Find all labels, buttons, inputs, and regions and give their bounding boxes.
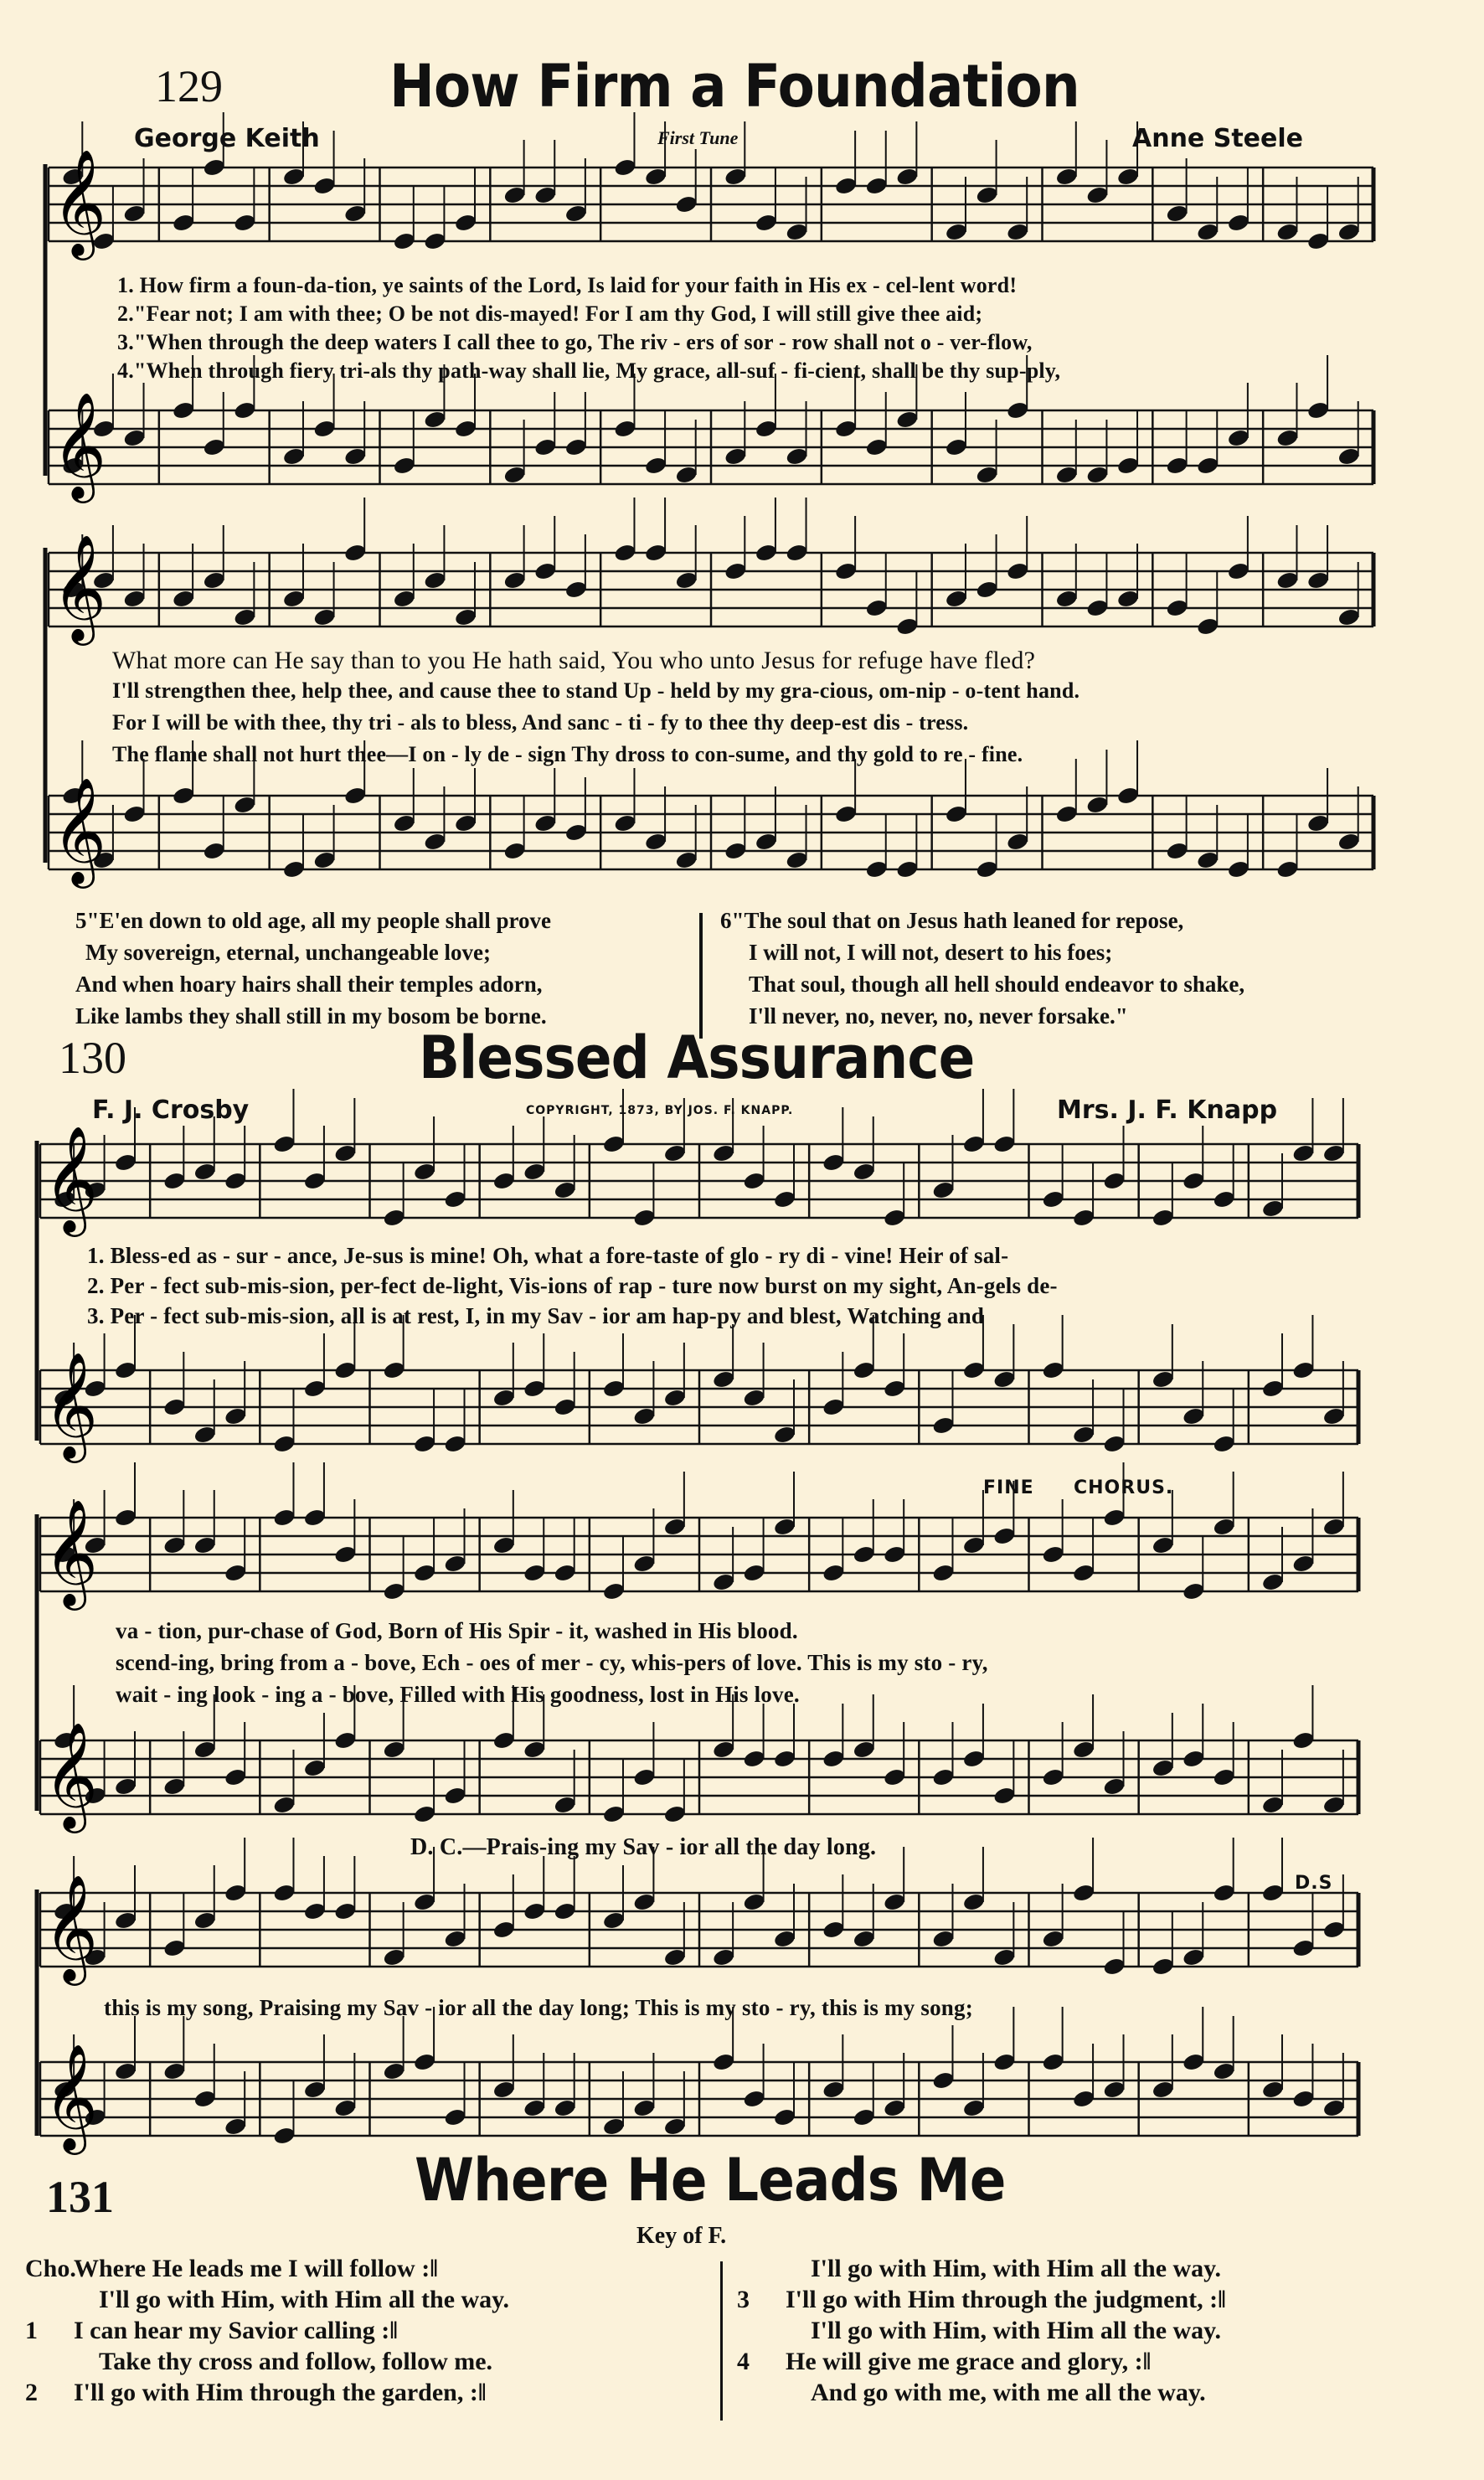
svg-text:𝄞: 𝄞 bbox=[52, 534, 107, 642]
fine-label: FINE bbox=[983, 1477, 1034, 1498]
verse-label bbox=[737, 2253, 786, 2284]
lyric-129-s2-l3: For I will be with thee, thy tri - als to bless, And sanc - ti - fy to thee thy deep-est dis - tress. bbox=[112, 710, 969, 735]
verse-text: Take thy cross and follow, follow me. bbox=[99, 2348, 493, 2375]
dc-line: D. C.—Prais-ing my Sav - ior all the day long. bbox=[410, 1834, 877, 1860]
verse-text: I can hear my Savior calling :‖ bbox=[74, 2317, 398, 2344]
composer-130: Mrs. J. F. Knapp bbox=[1057, 1096, 1278, 1125]
lyric-130-s2-l1: va - tion, pur-chase of God, Born of His Spir - it, washed in His blood. bbox=[116, 1618, 798, 1643]
verse-label: 1 bbox=[25, 2317, 38, 2344]
verse-6-line-3: That soul, though all hell should endeavor to shake, bbox=[749, 972, 1245, 997]
verse-text: I'll go with Him, with Him all the way. bbox=[99, 2286, 510, 2313]
verse-129-5 bbox=[75, 905, 551, 1032]
hymn-131-right-column bbox=[737, 2253, 1226, 2408]
column-divider bbox=[720, 2261, 723, 2421]
lyric-129-s1-l3: 3."When through the deep waters I call thee to go, The riv - ers of sor - row shall not o - ver-flow, bbox=[117, 330, 1033, 354]
lyric-129-s2-l1: What more can He say than to you He hath said, You who unto Jesus for refuge have fled? bbox=[112, 647, 1036, 674]
lyric-130-s2-l3: wait - ing look - ing a - bove, Filled with His goodness, lost in His love. bbox=[116, 1682, 800, 1707]
copyright-130: COPYRIGHT, 1873, BY JOS. F. KNAPP. bbox=[526, 1104, 794, 1117]
svg-text:𝄞: 𝄞 bbox=[44, 1498, 99, 1606]
svg-text:𝄞: 𝄞 bbox=[44, 1721, 99, 1829]
hymn-number-129: 129 bbox=[155, 61, 223, 111]
hymn-title-131: Where He Leads Me bbox=[415, 2146, 1006, 2214]
verse-label bbox=[25, 2346, 74, 2377]
composer-129: Anne Steele bbox=[1132, 124, 1303, 153]
verse-6-line-1: 6"The soul that on Jesus hath leaned for repose, bbox=[720, 908, 1184, 933]
right-column-line bbox=[737, 2253, 1226, 2284]
right-column-line bbox=[737, 2284, 1226, 2315]
lyric-129-s1-l1: 1. How firm a foun-da-tion, ye saints of the Lord, Is laid for your faith in His ex - cel-lent word! bbox=[117, 273, 1018, 297]
svg-text:𝄞: 𝄞 bbox=[44, 1125, 99, 1233]
verse-text: I'll go with Him, with Him all the way. bbox=[811, 2255, 1222, 2282]
hymn-title-130: Blessed Assurance bbox=[419, 1023, 975, 1092]
hymn-number-131: 131 bbox=[46, 2172, 114, 2222]
svg-text:𝄞: 𝄞 bbox=[52, 776, 107, 884]
chorus-label: CHORUS. bbox=[1074, 1477, 1174, 1498]
ds-label: D.S bbox=[1295, 1873, 1333, 1894]
svg-text:𝄞: 𝄞 bbox=[44, 1874, 99, 1982]
verse-5-line-1: 5"E'en down to old age, all my people shall prove bbox=[75, 908, 552, 933]
verse-5-line-4: Like lambs they shall still in my bosom be borne. bbox=[75, 1003, 547, 1029]
verse-129-6 bbox=[720, 905, 1244, 1032]
staff-130-3-bass bbox=[40, 2007, 1358, 2155]
verse-label: Cho. bbox=[25, 2255, 76, 2282]
svg-text:𝄞: 𝄞 bbox=[44, 1351, 99, 1459]
hymn-title-129: How Firm a Foundation bbox=[389, 52, 1080, 121]
svg-text:𝄞: 𝄞 bbox=[44, 2043, 99, 2151]
hymn-131-left-column bbox=[25, 2253, 509, 2408]
verse-text: I'll go with Him, with Him all the way. bbox=[811, 2317, 1222, 2344]
verse-label bbox=[737, 2315, 786, 2346]
hymn-number-130: 130 bbox=[59, 1033, 126, 1083]
svg-text:𝄞: 𝄞 bbox=[52, 391, 107, 499]
lyric-130-s1-l1: 1. Bless-ed as - sur - ance, Je-sus is mine! Oh, what a fore-taste of glo - ry di - vine! Heir of sal- bbox=[87, 1243, 1009, 1268]
tune-label-129: First Tune bbox=[657, 127, 739, 148]
staff-130-1-bass bbox=[40, 1315, 1358, 1463]
lyric-130-s1-l3: 3. Per - fect sub-mis-sion, all is at rest, I, in my Sav - ior am hap-py and blest, Watching and bbox=[87, 1303, 985, 1328]
staff-129-2-treble bbox=[49, 498, 1373, 646]
verse-5-line-3: And when hoary hairs shall their temples adorn, bbox=[75, 972, 543, 997]
verse-label bbox=[737, 2377, 786, 2408]
left-column-line bbox=[25, 2284, 509, 2315]
lyric-130-s3: this is my song, Praising my Sav - ior all the day long; This is my sto - ry, this is my song; bbox=[104, 1995, 973, 2020]
verse-label: 4 bbox=[737, 2348, 750, 2375]
left-column-line bbox=[25, 2377, 509, 2408]
lyric-129-s2-l2: I'll strengthen thee, help thee, and cause thee to stand Up - held by my gra-cious, om-nip - o-tent hand. bbox=[112, 678, 1080, 703]
verse-text: He will give me grace and glory, :‖ bbox=[786, 2348, 1152, 2375]
verse-text: I'll go with Him through the judgment, :‖ bbox=[786, 2286, 1226, 2313]
verse-divider bbox=[699, 913, 703, 1039]
author-130: F. J. Crosby bbox=[92, 1096, 250, 1125]
left-column-line bbox=[25, 2346, 509, 2377]
verse-label: 2 bbox=[25, 2379, 38, 2406]
verse-text: Where He leads me I will follow :‖ bbox=[74, 2255, 438, 2282]
lyric-129-s2-l4: The flame shall not hurt thee—I on - ly de - sign Thy dross to con-sume, and thy gold to re - fine. bbox=[112, 742, 1023, 766]
right-column-line bbox=[737, 2377, 1226, 2408]
verse-label: 3 bbox=[737, 2286, 750, 2313]
verse-6-line-4: I'll never, no, never, no, never forsake." bbox=[749, 1003, 1128, 1029]
author-129: George Keith bbox=[134, 124, 320, 153]
lyric-129-s1-l4: 4."When through fiery tri-als thy path-way shall lie, My grace, all-suf - fi-cient, shall be thy sup-ply, bbox=[117, 358, 1061, 383]
lyric-129-s1-l2: 2."Fear not; I am with thee; O be not dis-mayed! For I am thy God, I will still give thee aid; bbox=[117, 302, 983, 326]
key-label-131: Key of F. bbox=[636, 2223, 727, 2249]
lyric-130-s1-l2: 2. Per - fect sub-mis-sion, per-fect de-light, Vis-ions of rap - ture now burst on my sight, An-gels de- bbox=[87, 1273, 1058, 1298]
lyric-130-s2-l2: scend-ing, bring from a - bove, Ech - oes of mer - cy, whis-pers of love. This is my sto - ry, bbox=[116, 1650, 988, 1675]
svg-text:𝄞: 𝄞 bbox=[52, 148, 107, 256]
right-column-line bbox=[737, 2315, 1226, 2346]
right-column-line bbox=[737, 2346, 1226, 2377]
left-column-line bbox=[25, 2315, 509, 2346]
verse-6-line-2: I will not, I will not, desert to his foes; bbox=[749, 940, 1113, 965]
verse-label bbox=[25, 2284, 74, 2315]
verse-5-line-2: My sovereign, eternal, unchangeable love; bbox=[85, 940, 491, 965]
verse-text: I'll go with Him through the garden, :‖ bbox=[74, 2379, 487, 2406]
verse-text: And go with me, with me all the way. bbox=[811, 2379, 1206, 2406]
left-column-line bbox=[25, 2253, 509, 2284]
